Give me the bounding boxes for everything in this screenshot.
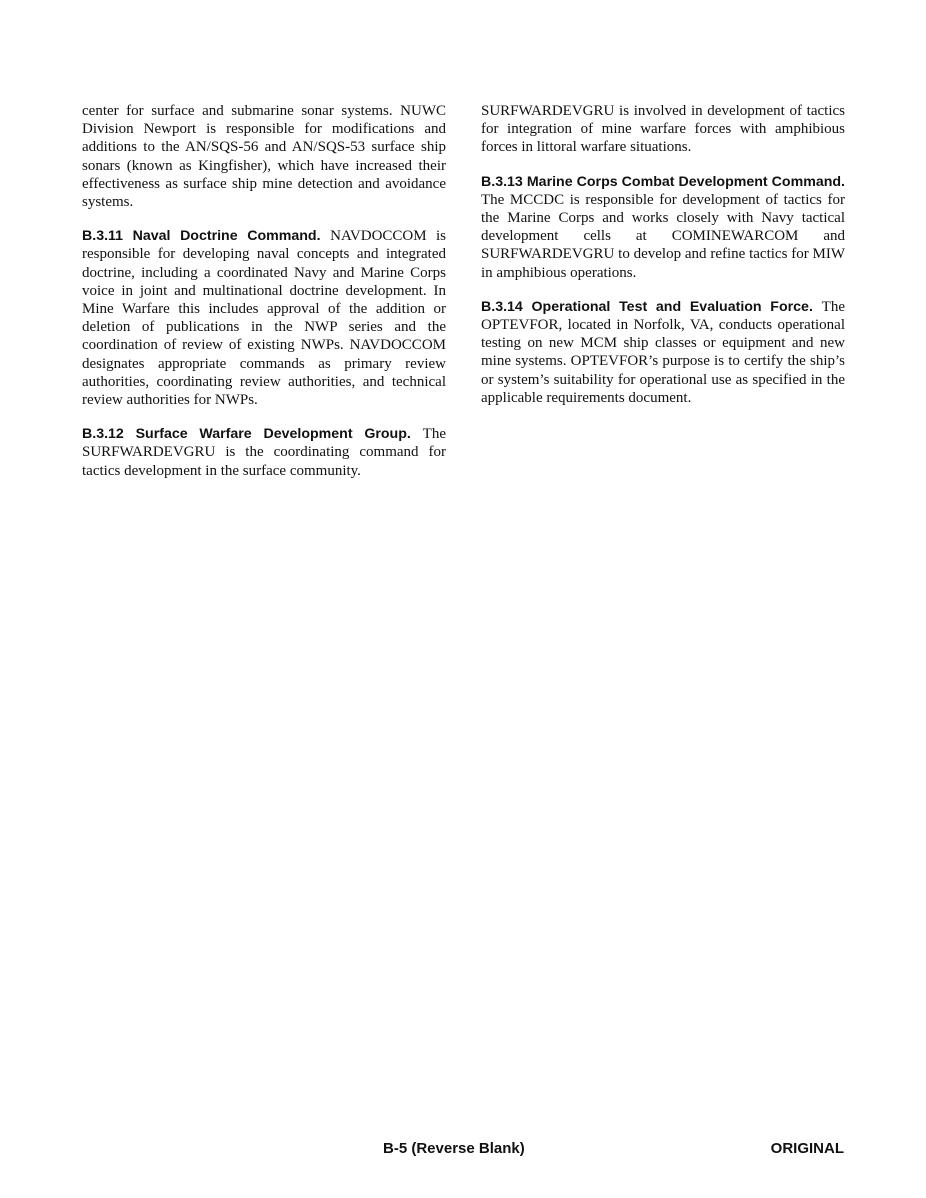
left-column <box>82 102 446 496</box>
section-b311 <box>82 227 446 409</box>
section-heading: B.3.13 Marine Corps Combat Development Command. <box>481 173 845 190</box>
document-status: ORIGINAL <box>770 1140 844 1157</box>
section-heading: B.3.11 Naval Doctrine Command. <box>82 228 321 245</box>
section-body: The MCCDC is responsible for development of tactics for the Marine Corps and works closely with Navy tactical development cells at COMINEWARCOM and SURFWARDEVGRU to develop and refine tactics for MIW in amphibious operations. <box>481 191 845 281</box>
section-b312 <box>82 425 446 480</box>
page-number: B-5 (Reverse Blank) <box>383 1140 525 1157</box>
section-b314 <box>481 298 845 407</box>
intro-paragraph: center for surface and submarine sonar systems. NUWC Division Newport is responsible for modifications and additions to the AN/SQS-56 and AN/SQS-53 surface ship sonars (known as Kingfisher), which have increased their effectiveness as surface ship mine detection and avoidance systems. <box>82 103 446 211</box>
right-column <box>481 102 845 423</box>
intro-paragraph: SURFWARDEVGRU is involved in development of tactics for integration of mine warfare forces with amphibious forces in littoral warfare situations. <box>481 103 845 156</box>
section-heading: B.3.14 Operational Test and Evaluation Force. <box>481 298 813 315</box>
section-body: The SURFWARDEVGRU is the coordinating command for tactics development in the surface community. <box>82 426 446 479</box>
section-b313 <box>481 173 845 282</box>
section-body: The OPTEVFOR, located in Norfolk, VA, conducts operational testing on new MCM ship classes or equipment and new mine systems. OPTEVFOR’s purpose is to certify the ship’s or system’s suitability for operational use as specified in the applicable requirements document. <box>481 298 845 406</box>
section-heading: B.3.12 Surface Warfare Development Group. <box>82 426 411 443</box>
section-body: NAVDOCCOM is responsible for developing naval concepts and integrated doctrine, including a coordinated Navy and Marine Corps voice in joint and multinational doctrine development. In Mine Warfare this includes approval of the addition or deletion of publications in the NWP series and the coordination of review of existing NWPs. NAVDOCCOM designates appropriate commands as primary review authorities, coordinating review authorities, and technical review authorities for NWPs. <box>82 228 446 409</box>
